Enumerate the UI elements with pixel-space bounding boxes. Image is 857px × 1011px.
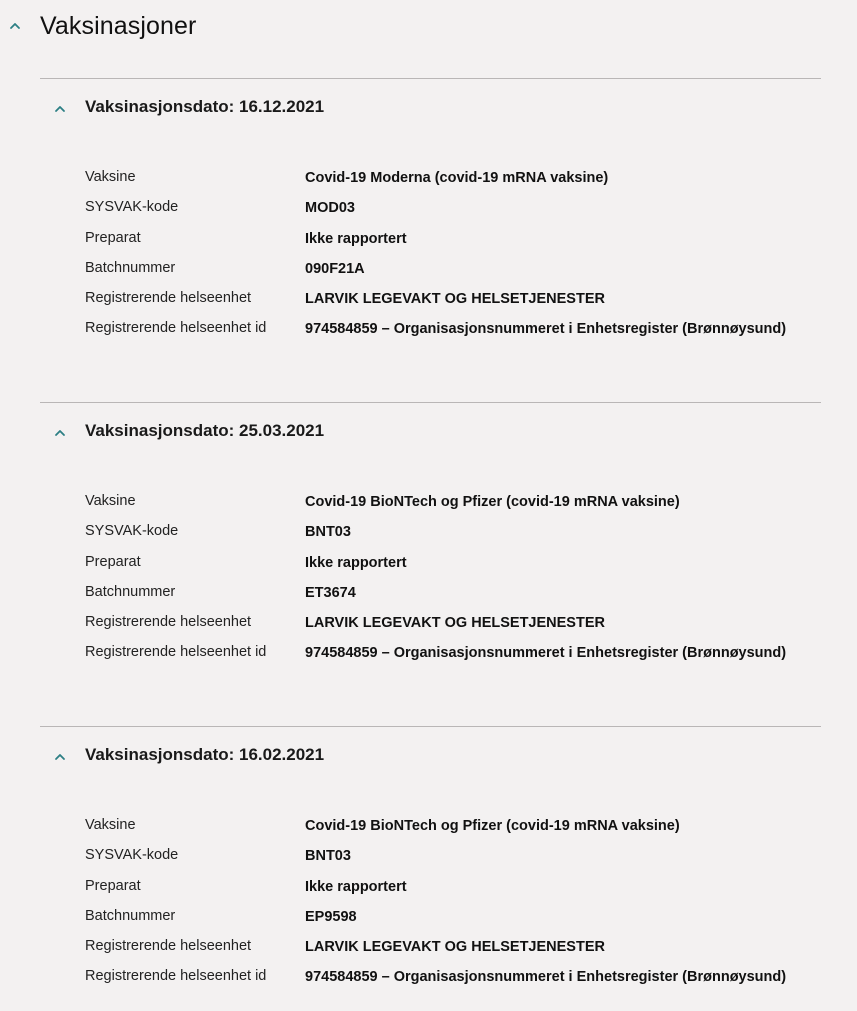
detail-value: EP9598 [305, 908, 357, 925]
detail-value: 090F21A [305, 260, 365, 277]
detail-value: 974584859 – Organisasjonsnummeret i Enhetsregister (Brønnøysund) [305, 969, 787, 986]
detail-row-sysvak-kode [85, 521, 821, 551]
detail-label: Batchnummer [85, 583, 176, 600]
vaccination-date: Vaksinasjonsdato: 16.12.2021 [85, 97, 325, 116]
vaccination-section-toggle[interactable] [40, 727, 821, 785]
page-title: Vaksinasjoner [40, 12, 197, 40]
detail-row-helseenhet [85, 936, 821, 966]
chevron-up-icon[interactable] [8, 19, 22, 33]
detail-value: Covid-19 BioNTech og Pfizer (covid-19 mRNA vaksine) [305, 818, 680, 834]
detail-label: Registrerende helseenhet [85, 614, 252, 631]
detail-label: Vaksine [85, 817, 136, 833]
detail-row-sysvak-kode [85, 845, 821, 875]
chevron-up-icon[interactable] [53, 750, 67, 764]
vaccination-section [40, 402, 821, 726]
detail-value: LARVIK LEGEVAKT OG HELSETJENESTER [305, 291, 605, 308]
detail-value: Ikke rapportert [305, 878, 407, 895]
vaccination-section [40, 78, 821, 402]
vaccination-details [85, 815, 821, 997]
detail-label: Vaksine [85, 493, 136, 509]
detail-value: ET3674 [305, 584, 356, 601]
vaccination-date: Vaksinasjonsdato: 16.02.2021 [85, 745, 325, 764]
detail-value: LARVIK LEGEVAKT OG HELSETJENESTER [305, 615, 605, 632]
detail-label: SYSVAK-kode [85, 199, 179, 216]
detail-label: Vaksine [85, 169, 136, 185]
chevron-up-icon[interactable] [53, 426, 67, 440]
vaccination-details [85, 491, 821, 673]
detail-value: MOD03 [305, 200, 355, 217]
detail-row-batchnummer [85, 582, 821, 612]
detail-value: Ikke rapportert [305, 554, 407, 571]
detail-value: Ikke rapportert [305, 230, 407, 247]
detail-row-preparat [85, 228, 821, 258]
vaccination-section [40, 726, 821, 1011]
detail-label: Registrerende helseenhet id [85, 968, 267, 985]
detail-value: BNT03 [305, 524, 351, 541]
detail-value: BNT03 [305, 848, 351, 865]
detail-row-preparat [85, 552, 821, 582]
detail-row-vaksine [85, 815, 821, 845]
vaccination-section-toggle[interactable] [40, 403, 821, 461]
vaccination-details [85, 167, 821, 349]
detail-row-sysvak-kode [85, 197, 821, 227]
detail-value: 974584859 – Organisasjonsnummeret i Enhetsregister (Brønnøysund) [305, 321, 787, 338]
vaccination-section-toggle[interactable] [40, 79, 821, 137]
detail-label: Registrerende helseenhet id [85, 320, 267, 337]
detail-label: Preparat [85, 553, 141, 570]
detail-label: Registrerende helseenhet [85, 290, 252, 307]
detail-row-helseenhet [85, 288, 821, 318]
detail-label: Preparat [85, 877, 141, 894]
detail-label: SYSVAK-kode [85, 523, 179, 540]
detail-row-preparat [85, 876, 821, 906]
detail-label: Registrerende helseenhet id [85, 644, 267, 661]
vaccination-list [40, 78, 821, 1011]
detail-label: Batchnummer [85, 907, 176, 924]
vaccinations-header[interactable] [0, 0, 857, 56]
detail-row-helseenhet-id [85, 966, 821, 996]
detail-value: LARVIK LEGEVAKT OG HELSETJENESTER [305, 939, 605, 956]
detail-label: Registrerende helseenhet [85, 938, 252, 955]
detail-row-vaksine [85, 491, 821, 521]
detail-label: Batchnummer [85, 259, 176, 276]
vaccination-date: Vaksinasjonsdato: 25.03.2021 [85, 421, 325, 440]
detail-value: Covid-19 BioNTech og Pfizer (covid-19 mRNA vaksine) [305, 494, 680, 510]
detail-row-batchnummer [85, 258, 821, 288]
detail-row-batchnummer [85, 906, 821, 936]
detail-value: 974584859 – Organisasjonsnummeret i Enhetsregister (Brønnøysund) [305, 645, 787, 662]
detail-value: Covid-19 Moderna (covid-19 mRNA vaksine) [305, 170, 609, 186]
chevron-up-icon[interactable] [53, 102, 67, 116]
detail-label: SYSVAK-kode [85, 847, 179, 864]
detail-row-helseenhet [85, 612, 821, 642]
detail-label: Preparat [85, 229, 141, 246]
detail-row-helseenhet-id [85, 642, 821, 672]
detail-row-vaksine [85, 167, 821, 197]
detail-row-helseenhet-id [85, 318, 821, 348]
